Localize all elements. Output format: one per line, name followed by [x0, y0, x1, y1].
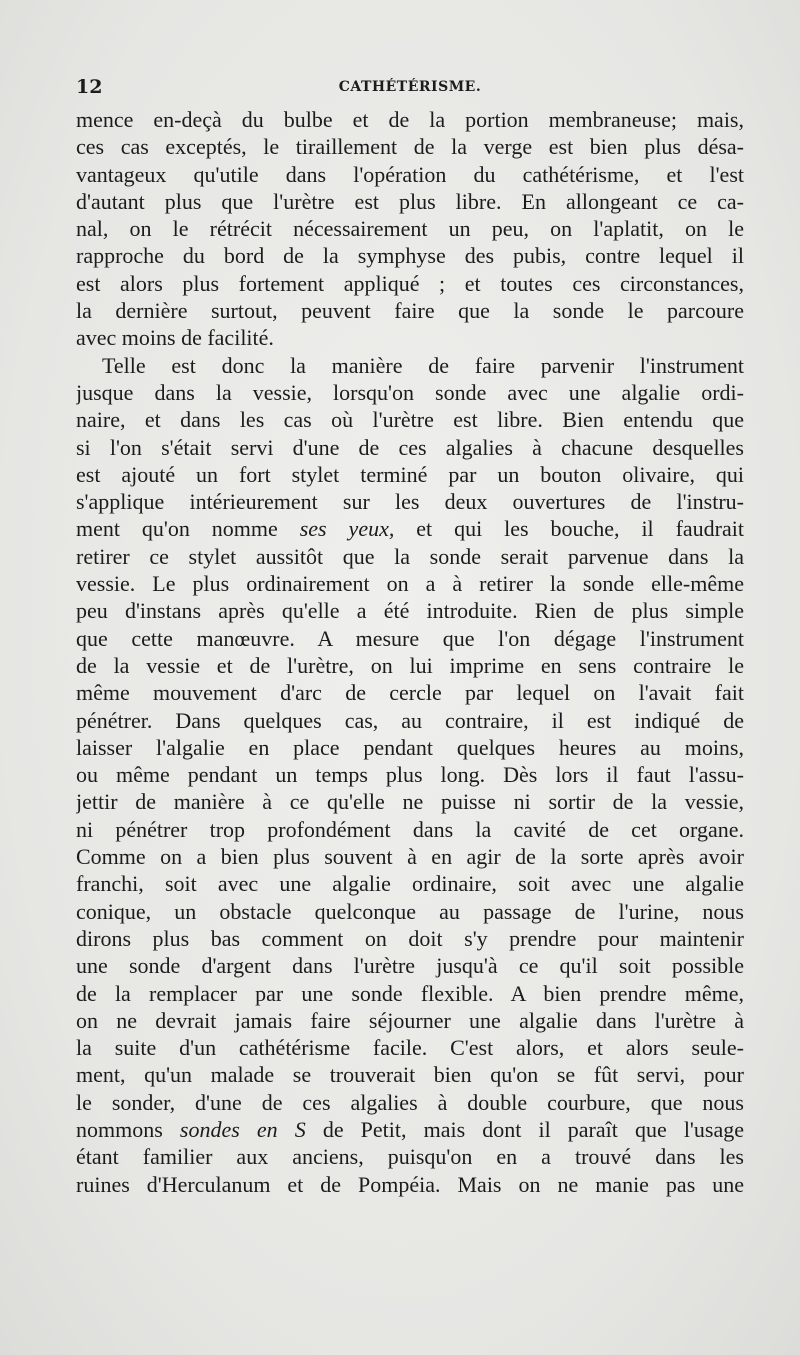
text-line: dirons plus bas comment on doit s'y prendre pour maintenir	[76, 925, 744, 951]
text-line: nal, on le rétrécit nécessairement un peu, on l'aplatit, on le	[76, 216, 744, 242]
text-line-mixed	[76, 1116, 744, 1143]
page-header	[76, 76, 744, 104]
text-line: même mouvement d'arc de cercle par lequel on l'avait fait	[76, 680, 744, 706]
text-line-mixed	[76, 515, 744, 542]
text-line: ces cas exceptés, le tiraillement de la verge est bien plus désa-	[76, 134, 744, 160]
text-line: ruines d'Herculanum et de Pompéia. Mais on ne manie pas une	[76, 1171, 744, 1197]
body-text	[76, 106, 744, 1198]
text-line: rapproche du bord de la symphyse des pubis, contre lequel il	[76, 243, 744, 269]
text-line: la suite d'un cathétérisme facile. C'est alors, et alors seule-	[76, 1035, 744, 1061]
text-line: Comme on a bien plus souvent à en agir de la sorte après avoir	[76, 844, 744, 870]
page-number: 12	[76, 76, 103, 98]
italic-term: ses yeux,	[299, 516, 395, 542]
text-segment: de Petit, mais dont il paraît que l'usage	[322, 1116, 744, 1142]
text-line: avec moins de facilité.	[76, 325, 274, 351]
text-segment: nommons	[76, 1116, 163, 1142]
text-line: jusque dans la vessie, lorsqu'on sonde avec une algalie ordi-	[76, 379, 744, 405]
text-line: retirer ce stylet aussitôt que la sonde serait parvenue dans la	[76, 543, 744, 569]
text-line: ni pénétrer trop profondément dans la cavité de cet organe.	[76, 816, 744, 842]
paragraph-first-line: Telle est donc la manière de faire parvenir l'instrument	[102, 352, 744, 378]
text-line: on ne devrait jamais faire séjourner une algalie dans l'urètre à	[76, 1007, 744, 1033]
text-segment: et qui les bouche, il faudrait	[416, 516, 744, 542]
text-line: est ajouté un fort stylet terminé par un bouton olivaire, qui	[76, 461, 744, 487]
text-line: pénétrer. Dans quelques cas, au contraire, il est indiqué de	[76, 707, 744, 733]
text-line: s'applique intérieurement sur les deux ouvertures de l'instru-	[76, 489, 744, 515]
text-line: d'autant plus que l'urètre est plus libre. En allongeant ce ca-	[76, 188, 744, 214]
text-line: mence en-deçà du bulbe et de la portion membraneuse; mais,	[76, 107, 744, 132]
text-line: jettir de manière à ce qu'elle ne puisse ni sortir de la vessie,	[76, 789, 744, 815]
text-line: une sonde d'argent dans l'urètre jusqu'à ce qu'il soit possible	[76, 953, 744, 979]
text-line: le sonder, d'une de ces algalies à double courbure, que nous	[76, 1089, 744, 1115]
running-title: CATHÉTÉRISME.	[338, 79, 482, 95]
text-line: de la vessie et de l'urètre, on lui imprime en sens contraire le	[76, 652, 744, 678]
text-line: que cette manœuvre. A mesure que l'on dégage l'instrument	[76, 625, 744, 651]
text-line: étant familier aux anciens, puisqu'on en a trouvé dans les	[76, 1144, 744, 1170]
text-line: franchi, soit avec une algalie ordinaire, soit avec une algalie	[76, 871, 744, 897]
text-line: ment, qu'un malade se trouverait bien qu'on se fût servi, pour	[76, 1062, 744, 1088]
text-line: vantageux qu'utile dans l'opération du cathétérisme, et l'est	[76, 161, 744, 187]
text-line: peu d'instans après qu'elle a été introduite. Rien de plus simple	[76, 598, 744, 624]
text-line: ou même pendant un temps plus long. Dès lors il faut l'assu-	[76, 762, 744, 788]
text-line: naire, et dans les cas où l'urètre est libre. Bien entendu que	[76, 407, 744, 433]
text-line: vessie. Le plus ordinairement on a à retirer la sonde elle-même	[76, 571, 744, 597]
text-line: la dernière surtout, peuvent faire que la sonde le parcoure	[76, 298, 744, 324]
text-segment: ment qu'on nomme	[76, 516, 278, 542]
italic-term: sondes en S	[179, 1116, 306, 1142]
text-line: si l'on s'était servi d'une de ces algalies à chacune desquelles	[76, 434, 744, 460]
text-line: conique, un obstacle quelconque au passage de l'urine, nous	[76, 898, 744, 924]
text-line: est alors plus fortement appliqué ; et toutes ces circonstances,	[76, 270, 744, 296]
text-line: de la remplacer par une sonde flexible. A bien prendre même,	[76, 980, 744, 1006]
text-line: laisser l'algalie en place pendant quelques heures au moins,	[76, 734, 744, 760]
